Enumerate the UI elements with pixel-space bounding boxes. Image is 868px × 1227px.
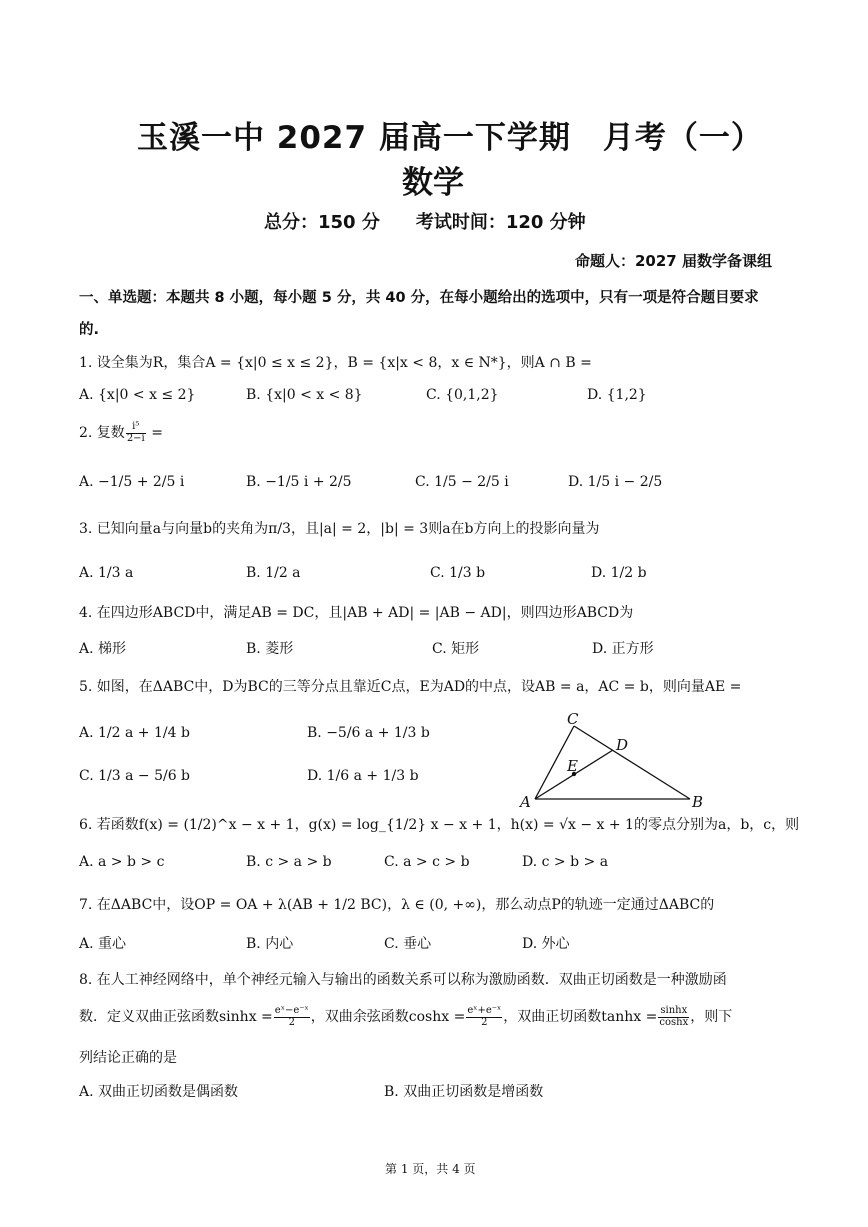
q8-tanh-label: ，双曲正切函数tanhx =: [503, 1009, 658, 1025]
question-2-stem: [79, 422, 163, 444]
label-e: E: [567, 757, 578, 775]
label-a: A: [520, 793, 531, 810]
q8-sinh-label: 数．定义双曲正弦函数sinhx =: [79, 1009, 273, 1025]
section-heading-line2: 的.: [79, 322, 100, 338]
q6-option-c: C. a > c > b: [384, 854, 470, 870]
question-1-stem: 1. 设全集为R，集合A = {x|0 ≤ x ≤ 2}，B = {x|x < 8，x ∈ N*}，则A ∩ B =: [79, 355, 592, 371]
question-7-stem: 7. 在ΔABC中，设OP = OA + λ(AB + 1/2 BC)，λ ∈ (0, +∞)，那么动点P的轨迹一定通过ΔABC的: [79, 897, 715, 913]
page-footer: 第 1 页，共 4 页: [385, 1162, 476, 1176]
q8-sinh-den: 2: [288, 1016, 295, 1028]
q2-prefix: 2. 复数: [79, 425, 125, 441]
q8-option-a: A. 双曲正切函数是偶函数: [79, 1084, 239, 1100]
question-5-stem: 5. 如图，在ΔABC中，D为BC的三等分点且靠近C点，E为AD的中点，设AB = a，AC = b，则向量AE =: [79, 679, 742, 695]
q3-option-a: A. 1/3 a: [79, 565, 134, 581]
q1-option-d: D. {1,2}: [587, 387, 647, 403]
q8-tanh-fraction: [658, 1006, 689, 1028]
q2-option-d: D. 1/5 i − 2/5: [568, 474, 663, 490]
label-c: C: [567, 710, 579, 728]
q3-option-d: D. 1/2 b: [591, 565, 647, 581]
q4-option-d: D. 正方形: [592, 641, 654, 657]
q2-frac-num: i⁵: [126, 422, 146, 434]
question-4-stem: 4. 在四边形ABCD中，满足AB = DC，且|AB + AD| = |AB − AD|，则四边形ABCD为: [79, 605, 634, 621]
section-heading-line1: 一、单选题：本题共 8 小题，每小题 5 分，共 40 分，在每小题给出的选项中，只有一项是符合题目要求: [79, 290, 759, 306]
question-8-line1: 8. 在人工神经网络中，单个神经元输入与输出的函数关系可以称为激励函数．双曲正切函数是一种激励函: [79, 972, 727, 988]
question-6-stem: 6. 若函数f(x) = (1/2)^x − x + 1，g(x) = log_{1/2} x − x + 1，h(x) = √x − x + 1的零点分别为a，b，c，则: [79, 817, 800, 833]
q1-option-c: C. {0,1,2}: [426, 387, 499, 403]
triangle-figure: [510, 708, 710, 810]
q6-option-a: A. a > b > c: [79, 854, 165, 870]
q2-option-a: A. −1/5 + 2/5 i: [79, 474, 185, 490]
exam-title: 玉溪一中 2027 届高一下学期 月考（一）: [137, 120, 763, 156]
q7-option-b: B. 内心: [246, 936, 294, 952]
author-line: 命题人：2027 届数学备课组: [575, 252, 772, 270]
q7-option-d: D. 外心: [522, 936, 570, 952]
q8-cosh-den: 2: [481, 1016, 488, 1028]
question-8-line2: [79, 1006, 732, 1028]
q8-tanh-num: sinhx: [660, 1005, 688, 1016]
label-b: B: [692, 793, 704, 810]
q8-sinh-fraction: [274, 1006, 310, 1028]
q2-frac-den: 2−i: [126, 432, 145, 444]
q5-option-d: D. 1/6 a + 1/3 b: [307, 768, 419, 784]
q5-option-b: B. −5/6 a + 1/3 b: [307, 725, 430, 741]
q8-cosh-num: eˣ+e⁻ˣ: [467, 1005, 502, 1016]
q1-option-b: B. {x|0 < x < 8}: [246, 387, 363, 403]
q8-option-b: B. 双曲正切函数是增函数: [384, 1084, 544, 1100]
q8-cosh-fraction: [466, 1006, 502, 1028]
label-d: D: [616, 736, 629, 754]
q7-option-c: C. 垂心: [384, 936, 432, 952]
score-info: 总分：150 分 考试时间：120 分钟: [264, 212, 586, 233]
q2-option-b: B. −1/5 i + 2/5: [246, 474, 352, 490]
q8-sinh-num: eˣ−e⁻ˣ: [274, 1005, 309, 1016]
q5-option-c: C. 1/3 a − 5/6 b: [79, 768, 191, 784]
q4-option-c: C. 矩形: [432, 641, 480, 657]
q8-tanh-den: coshx: [659, 1016, 689, 1028]
q4-option-b: B. 菱形: [246, 641, 294, 657]
q8-line2-end: ，则下: [690, 1009, 733, 1025]
q4-option-a: A. 梯形: [79, 641, 127, 657]
q6-option-d: D. c > b > a: [522, 854, 609, 870]
q2-fraction: [126, 422, 146, 444]
subject-title: 数学: [402, 165, 464, 201]
q3-option-b: B. 1/2 a: [246, 565, 301, 581]
q5-option-a: A. 1/2 a + 1/4 b: [79, 725, 190, 741]
q3-option-c: C. 1/3 b: [430, 565, 486, 581]
q8-cosh-label: ，双曲余弦函数coshx =: [310, 1009, 466, 1025]
question-8-line3: 列结论正确的是: [79, 1050, 177, 1066]
q6-option-b: B. c > a > b: [246, 854, 332, 870]
q2-suffix: =: [146, 425, 163, 441]
side-cb: [574, 726, 690, 799]
question-3-stem: 3. 已知向量a与向量b的夹角为π/3，且|a| = 2，|b| = 3则a在b方向上的投影向量为: [79, 521, 600, 537]
q1-option-a: A. {x|0 < x ≤ 2}: [79, 387, 196, 403]
q2-option-c: C. 1/5 − 2/5 i: [415, 474, 509, 490]
q7-option-a: A. 重心: [79, 936, 127, 952]
